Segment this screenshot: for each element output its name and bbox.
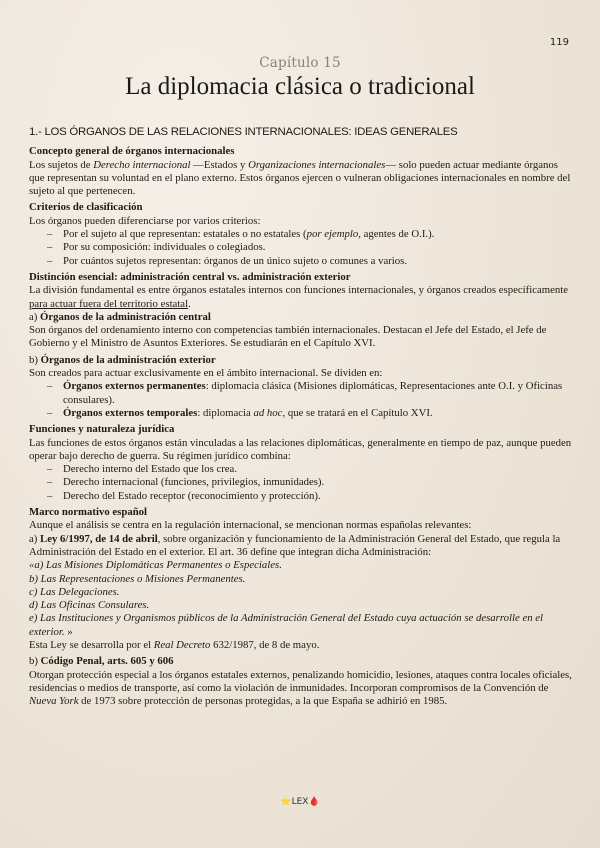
list-item: – Derecho interno del Estado que los crea. <box>47 463 574 476</box>
list-item: – Órganos externos temporales: diplomacia ad hoc, que se tratará en el Capítulo XVI. <box>47 407 574 420</box>
concept-paragraph: Los sujetos de Derecho internacional —Estados y Organizaciones internacionales— solo pueden actuar mediante órganos que representan su voluntad en el plano externo. Estos órganos ejercen o vulneran obligaciones internacionales en nombre del sujeto al que pertenecen. <box>29 158 571 198</box>
list-item: – Por su composición: individuales o colegiados. <box>47 241 574 254</box>
exterior-list <box>29 380 574 420</box>
list-item: – Órganos externos permanentes: diplomacia clásica (Misiones diplomáticas, Representaciones ante O.I. y Oficinas consulares). <box>47 380 574 407</box>
criteria-intro: Los órganos pueden diferenciarse por varios criterios: <box>29 214 261 227</box>
framework-intro: Aunque el análisis se centra en la regulación internacional, se mencionan normas españolas relevantes: <box>29 519 472 532</box>
exterior-intro: Son creados para actuar exclusivamente en el ámbito internacional. Se dividen en: <box>29 367 383 380</box>
criteria-heading: Criterios de clasificación <box>29 201 143 214</box>
distinction-paragraph: La división fundamental es entre órganos estatales internos con funciones internacionales, y órganos creados específicamente para actuar fuera del territorio estatal. <box>29 284 569 310</box>
law-paragraph: a) Ley 6/1997, de 14 de abril, sobre organización y funcionamiento de la Administración General del Estado, que regula la Administración del Estado en el exterior. El art. 36 define que integran dicha Administración: <box>29 532 561 558</box>
criteria-list <box>29 228 574 268</box>
decree-paragraph: Esta Ley se desarrolla por el Real Decreto 632/1987, de 8 de mayo. <box>29 638 320 651</box>
distinction-heading: Distinción esencial: administración central vs. administración exterior <box>29 270 351 283</box>
page-number: 119 <box>549 37 569 48</box>
list-item: – Por cuántos sujetos representan: órganos de un único sujeto o comunes a varios. <box>47 255 574 268</box>
document-body <box>29 126 574 708</box>
brand-name: LEX <box>291 797 309 807</box>
penal-code-heading: b) Código Penal, arts. 605 y 606 <box>29 655 174 668</box>
concept-heading: Concepto general de órganos internacionales <box>29 145 235 158</box>
functions-heading: Funciones y naturaleza jurídica <box>29 423 175 436</box>
section-heading: 1.- LOS ÓRGANOS DE LAS RELACIONES INTERNACIONALES: IDEAS GENERALES <box>29 126 458 138</box>
functions-paragraph: Las funciones de estos órganos están vinculadas a las relaciones diplomáticas, generalmente en tiempo de paz, aunque pueden operar bajo derecho de guerra. Su régimen jurídico combina: <box>29 436 572 462</box>
exterior-heading: b) Órganos de la administración exterior <box>29 353 216 366</box>
legal-item: c) Las Delegaciones. <box>29 585 120 598</box>
legal-item: «a) Las Misiones Diplomáticas Permanentes o Especiales. <box>29 559 282 572</box>
list-item: – Por el sujeto al que representan: estatales o no estatales (por ejemplo, agentes de O.I.). <box>47 228 574 241</box>
footer-logo <box>0 797 600 807</box>
legal-item: b) Las Representaciones o Misiones Permanentes. <box>29 572 246 585</box>
chapter-label: Capítulo 15 <box>259 55 341 71</box>
penal-code-paragraph: Otorgan protección especial a los órganos estatales externos, penalizando homicidio, lesiones, ataques contra locales oficiales, residencias o medios de transporte, así como la violación de inmunidades. Incorporan compromisos de la Convención de Nueva York de 1973 sobre protección de personas protegidas, a la que España se adhirió en 1985. <box>29 668 572 708</box>
list-item: – Derecho del Estado receptor (reconocimiento y protección). <box>47 490 574 503</box>
star-icon: ⭐ <box>280 797 292 807</box>
functions-list <box>29 463 574 503</box>
central-heading: a) Órganos de la administración central <box>29 310 211 323</box>
central-paragraph: Son órganos del ordenamiento interno con competencias también internacionales. Destacan el Jefe del Estado, el Jefe de Gobierno y el Ministro de Asuntos Exteriores. Se estudiarán en el Capítulo XVI. <box>29 324 547 350</box>
law-quote <box>29 559 574 639</box>
chapter-title: La diplomacia clásica o tradicional <box>125 73 475 100</box>
drop-icon: 🩸 <box>308 797 320 807</box>
legal-item: d) Las Oficinas Consulares. <box>29 599 150 612</box>
list-item: – Derecho internacional (funciones, privilegios, inmunidades). <box>47 476 574 489</box>
framework-heading: Marco normativo español <box>29 506 148 519</box>
legal-item: e) Las Instituciones y Organismos públicos de la Administración General del Estado cuya actuación se desarrolle en el exterior. » <box>29 612 544 638</box>
